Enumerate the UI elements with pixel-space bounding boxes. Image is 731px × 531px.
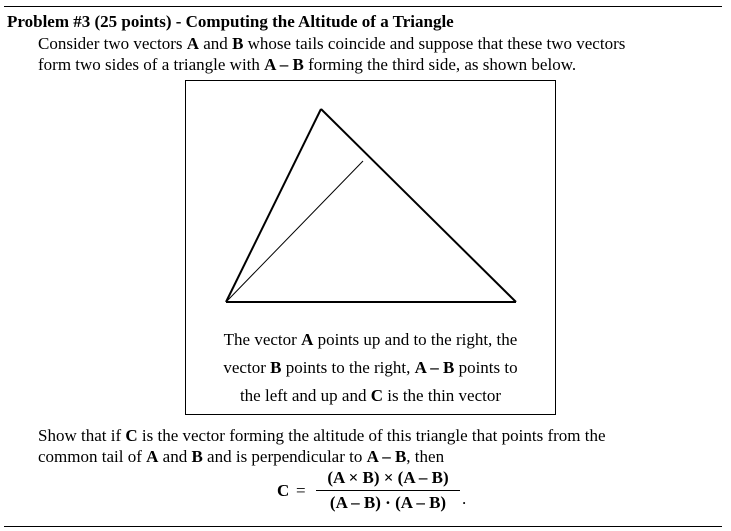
- formula-period: .: [462, 489, 467, 508]
- bottom-rule: [4, 526, 722, 527]
- intro-line-2: form two sides of a triangle with A – B forming the third side, as shown below.: [38, 55, 577, 74]
- formula-fraction: [316, 467, 460, 514]
- triangle-diagram: [186, 81, 555, 321]
- question-line-2: common tail of A and B and is perpendicular to A – B, then: [38, 447, 445, 466]
- figure-box: [185, 80, 556, 415]
- formula-lhs: C: [277, 481, 290, 500]
- problem-title: Problem #3 (25 points) - Computing the Altitude of a Triangle: [7, 12, 454, 31]
- caption-line-3: the left and up and C is the thin vector: [239, 386, 502, 405]
- top-rule: [4, 6, 722, 7]
- formula-numerator: (A × B) × (A – B): [327, 468, 449, 487]
- question-line-1: Show that if C is the vector forming the altitude of this triangle that points from the: [38, 426, 606, 445]
- vector-a-line: [226, 109, 321, 302]
- formula-denominator: (A – B) · (A – B): [329, 493, 447, 512]
- caption-line-1: The vector A points up and to the right, the: [223, 330, 518, 349]
- altitude-c-line: [226, 161, 363, 302]
- intro-line-1: Consider two vectors A and B whose tails coincide and suppose that these two vectors: [38, 34, 626, 53]
- vector-a-minus-b-line: [321, 109, 516, 302]
- caption-line-2: vector B points to the right, A – B points to: [223, 358, 518, 377]
- fraction-bar: [316, 490, 460, 491]
- formula-equals: =: [296, 481, 306, 500]
